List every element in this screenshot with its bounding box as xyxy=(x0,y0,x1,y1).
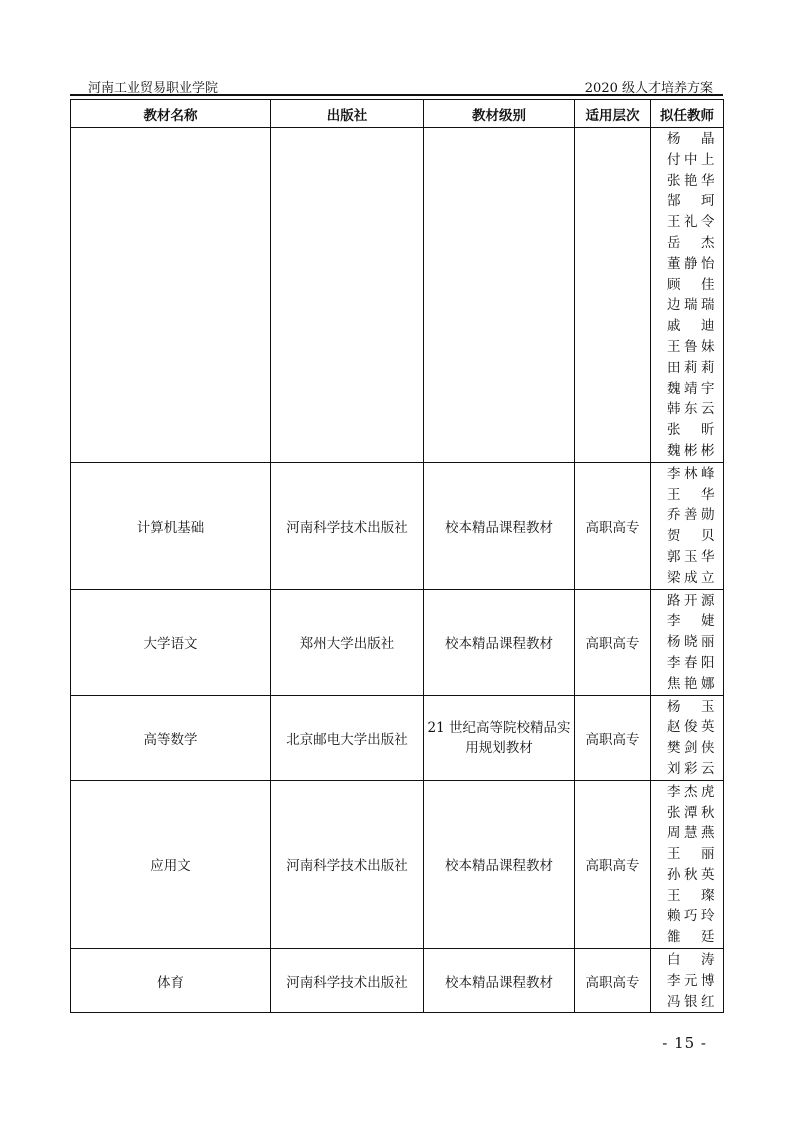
teacher-name: 樊剑侠 xyxy=(667,740,715,757)
column-header-level: 教材级别 xyxy=(424,100,575,128)
cell-publisher xyxy=(271,128,424,463)
textbook-table xyxy=(70,99,724,1013)
teacher-name: 乔善勋 xyxy=(667,507,715,524)
table-row xyxy=(71,462,724,589)
teacher-name: 岳 杰 xyxy=(667,234,715,251)
cell-textbook-name: 计算机基础 xyxy=(71,462,271,589)
teacher-name: 冯银红 xyxy=(667,993,715,1010)
cell-level: 校本精品课程教材 xyxy=(424,780,575,948)
cell-teachers xyxy=(651,695,724,780)
cell-publisher: 河南科学技术出版社 xyxy=(271,949,424,1013)
teacher-name: 王 璨 xyxy=(667,887,715,904)
teacher-name: 魏彬彬 xyxy=(667,442,715,459)
cell-publisher: 河南科学技术出版社 xyxy=(271,780,424,948)
teacher-name: 郜 珂 xyxy=(667,193,715,210)
cell-tier: 高职高专 xyxy=(575,949,651,1013)
teacher-name: 顾 佳 xyxy=(667,276,715,293)
cell-teachers xyxy=(651,589,724,695)
column-header-tier: 适用层次 xyxy=(575,100,651,128)
teacher-name: 路开源 xyxy=(667,592,715,609)
teacher-name: 周慧燕 xyxy=(667,825,715,842)
table-row xyxy=(71,128,724,463)
teacher-name: 李元博 xyxy=(667,972,715,989)
cell-publisher: 北京邮电大学出版社 xyxy=(271,695,424,780)
cell-level: 校本精品课程教材 xyxy=(424,462,575,589)
teacher-name: 杨晓丽 xyxy=(667,634,715,651)
teacher-name: 魏靖宇 xyxy=(667,380,715,397)
table-row xyxy=(71,589,724,695)
teacher-name: 董静怡 xyxy=(667,255,715,272)
cell-textbook-name: 应用文 xyxy=(71,780,271,948)
table-row xyxy=(71,695,724,780)
teacher-name: 焦艳娜 xyxy=(667,675,715,692)
teacher-name: 李林峰 xyxy=(667,465,715,482)
teacher-name: 张 昕 xyxy=(667,422,715,439)
cell-tier xyxy=(575,128,651,463)
teacher-name: 郭玉华 xyxy=(667,548,715,565)
teacher-name: 李杰虎 xyxy=(667,783,715,800)
cell-textbook-name: 高等数学 xyxy=(71,695,271,780)
cell-teachers xyxy=(651,780,724,948)
table-header-row xyxy=(71,100,724,128)
cell-teachers xyxy=(651,949,724,1013)
teacher-name: 孙秋英 xyxy=(667,866,715,883)
cell-textbook-name xyxy=(71,128,271,463)
table-row xyxy=(71,780,724,948)
page-header xyxy=(70,76,723,96)
teacher-name: 梁成立 xyxy=(667,569,715,586)
cell-tier: 高职高专 xyxy=(575,589,651,695)
cell-teachers xyxy=(651,128,724,463)
cell-textbook-name: 大学语文 xyxy=(71,589,271,695)
cell-level: 21 世纪高等院校精品实用规划教材 xyxy=(424,695,575,780)
teacher-name: 王 丽 xyxy=(667,846,715,863)
cell-publisher: 郑州大学出版社 xyxy=(271,589,424,695)
cell-teachers xyxy=(651,462,724,589)
teacher-name: 李 婕 xyxy=(667,613,715,630)
teacher-name: 王礼令 xyxy=(667,214,715,231)
cell-tier: 高职高专 xyxy=(575,695,651,780)
teacher-name: 白 涛 xyxy=(667,952,715,969)
cell-tier: 高职高专 xyxy=(575,462,651,589)
teacher-name: 贺 贝 xyxy=(667,528,715,545)
teacher-name: 张艳华 xyxy=(667,172,715,189)
teacher-name: 戚 迪 xyxy=(667,318,715,335)
column-header-teachers: 拟任教师 xyxy=(651,100,724,128)
cell-level: 校本精品课程教材 xyxy=(424,949,575,1013)
column-header-name: 教材名称 xyxy=(71,100,271,128)
teacher-name: 韩东云 xyxy=(667,401,715,418)
teacher-name: 杨 玉 xyxy=(667,698,715,715)
teacher-name: 张潭秋 xyxy=(667,804,715,821)
cell-publisher: 河南科学技术出版社 xyxy=(271,462,424,589)
cell-level: 校本精品课程教材 xyxy=(424,589,575,695)
teacher-name: 刘彩云 xyxy=(667,760,715,777)
page-number: - 15 - xyxy=(662,1034,707,1052)
teacher-name: 赖巧玲 xyxy=(667,908,715,925)
teacher-name: 赵俊英 xyxy=(667,719,715,736)
cell-level xyxy=(424,128,575,463)
teacher-name: 李春阳 xyxy=(667,654,715,671)
teacher-name: 付中上 xyxy=(667,151,715,168)
document-title: 2020 级人才培养方案 xyxy=(584,81,713,96)
teacher-name: 边瑞瑞 xyxy=(667,297,715,314)
cell-tier: 高职高专 xyxy=(575,780,651,948)
teacher-name: 王 华 xyxy=(667,486,715,503)
teacher-name: 田莉莉 xyxy=(667,359,715,376)
column-header-publisher: 出版社 xyxy=(271,100,424,128)
table-row xyxy=(71,949,724,1013)
teacher-name: 杨 晶 xyxy=(667,131,715,147)
school-name: 河南工业贸易职业学院 xyxy=(88,81,219,96)
cell-textbook-name: 体育 xyxy=(71,949,271,1013)
teacher-name: 雒 廷 xyxy=(667,929,715,946)
teacher-name: 王鲁妹 xyxy=(667,338,715,355)
